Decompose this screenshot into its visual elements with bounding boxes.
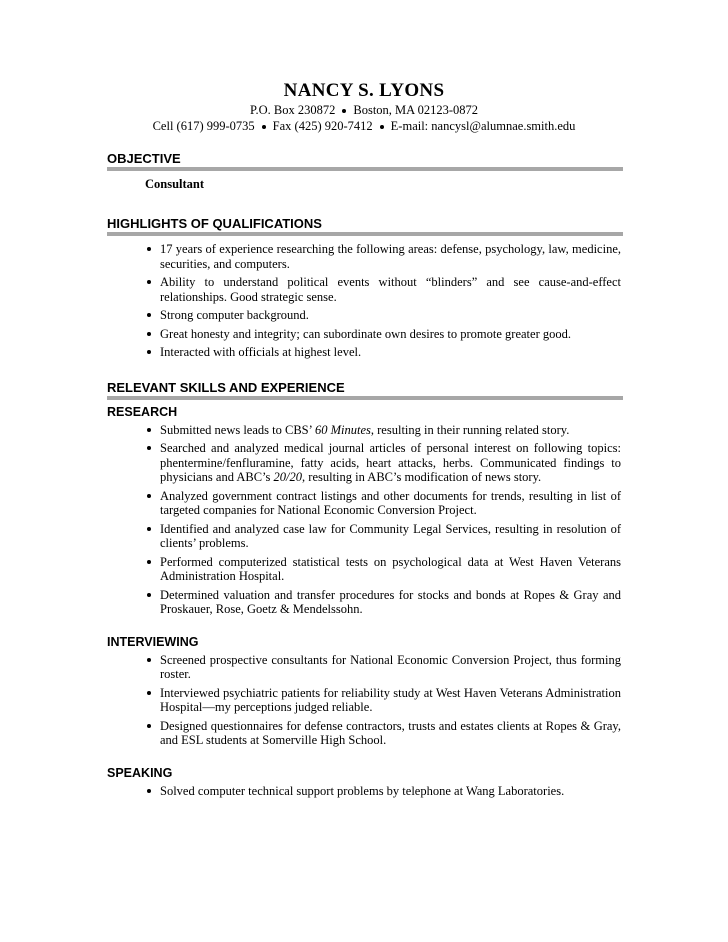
item-text: Submitted news leads to CBS’ bbox=[160, 422, 315, 437]
item-text: , resulting in their running related story. bbox=[370, 422, 570, 437]
skills-heading: RELEVANT SKILLS AND EXPERIENCE bbox=[107, 379, 345, 395]
bullet-separator-icon bbox=[262, 125, 266, 129]
objective-text: Consultant bbox=[145, 177, 205, 191]
item-text: , resulting in ABC’s modification of news story. bbox=[302, 470, 542, 484]
program-title: 60 Minutes bbox=[314, 422, 371, 437]
list-item: Interacted with officials at highest level. bbox=[145, 345, 621, 360]
list-item: 17 years of experience researching the following areas: defense, psychology, law, medicine, securities, and computers. bbox=[145, 242, 621, 271]
list-item: Determined valuation and transfer procedures for stocks and bonds at Ropes & Gray and Proskauer, Rose, Goetz & Mendelssohn. bbox=[145, 588, 621, 617]
address-line bbox=[0, 103, 728, 118]
list-item: Designed questionnaires for defense contractors, trusts and estates clients at Ropes & Gray, and ESL students at Somerville High School. bbox=[145, 719, 621, 748]
fax-number: Fax (425) 920-7412 bbox=[272, 119, 373, 133]
list-item: Solved computer technical support problems by telephone at Wang Laboratories. bbox=[145, 784, 621, 799]
item-text: Searched and analyzed medical journal articles of personal interest on following topics: phentermine/fenfluramine, fatty acids, heart attacks, herbs. Communicated findings to physicians and ABC’s bbox=[160, 441, 621, 484]
resume-header bbox=[0, 80, 728, 134]
email-address: E-mail: nancysl@alumnae.smith.edu bbox=[390, 119, 576, 133]
highlights-heading: HIGHLIGHTS OF QUALIFICATIONS bbox=[107, 216, 322, 231]
bullet-separator-icon bbox=[342, 109, 346, 113]
list-item: Analyzed government contract listings and other documents for trends, resulting in list of targeted companies for National Economic Conversion Project. bbox=[145, 489, 621, 518]
speaking-list bbox=[145, 784, 621, 799]
section-divider bbox=[107, 232, 623, 236]
list-item: Performed computerized statistical tests on psychological data at West Haven Veterans Administration Hospital. bbox=[145, 555, 621, 584]
speaking-heading: SPEAKING bbox=[107, 765, 173, 780]
city-state-zip: Boston, MA 02123-0872 bbox=[353, 103, 479, 117]
objective-heading: OBJECTIVE bbox=[107, 151, 181, 166]
research-list bbox=[145, 423, 621, 617]
cell-phone: Cell (617) 999-0735 bbox=[152, 119, 255, 133]
list-item: Interviewed psychiatric patients for reliability study at West Haven Veterans Administration Hospital—my perceptions judged reliable. bbox=[145, 686, 621, 715]
list-item: Identified and analyzed case law for Community Legal Services, resulting in resolution of clients’ problems. bbox=[145, 522, 621, 551]
highlights-list bbox=[145, 242, 621, 360]
program-title: 20/20 bbox=[273, 470, 303, 484]
list-item bbox=[145, 441, 621, 485]
interviewing-heading: INTERVIEWING bbox=[107, 634, 199, 649]
contact-line bbox=[0, 119, 728, 134]
research-heading: RESEARCH bbox=[107, 404, 178, 419]
list-item: Screened prospective consultants for National Economic Conversion Project, thus forming roster. bbox=[145, 653, 621, 682]
bullet-separator-icon bbox=[380, 125, 384, 129]
interviewing-list bbox=[145, 653, 621, 748]
list-item: Great honesty and integrity; can subordinate own desires to promote greater good. bbox=[145, 327, 621, 342]
list-item bbox=[145, 423, 621, 438]
section-divider bbox=[107, 396, 623, 400]
list-item: Strong computer background. bbox=[145, 308, 621, 323]
po-box: P.O. Box 230872 bbox=[249, 103, 336, 117]
list-item: Ability to understand political events without “blinders” and see cause-and-effect relationships. Good strategic sense. bbox=[145, 275, 621, 304]
section-divider bbox=[107, 167, 623, 171]
candidate-name: NANCY S. LYONS bbox=[283, 80, 445, 101]
